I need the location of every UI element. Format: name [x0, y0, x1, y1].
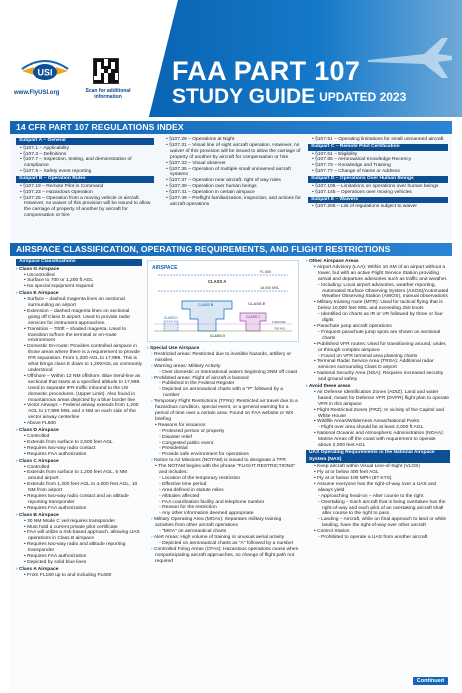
list-item: ◦ Depicted on aeronautical charts with a "P" followed by a number	[147, 387, 299, 399]
list-item: • The NOTAM begins with the phrase "FLIGHT RESTRICTIONS" and includes:	[147, 464, 299, 476]
list-item: • Victor Airways – Federal airway extends from 1,200 AGL to 17,999 MSL and 4 NM on each side of the vector airway centerline	[16, 403, 142, 421]
svg-text:1,200 AGL: 1,200 AGL	[272, 320, 287, 324]
section-heading: › Class B Airspace	[16, 513, 142, 519]
list-item: ◦ Presidential	[147, 446, 299, 452]
section-heading: › Class G Airspace	[16, 267, 142, 273]
list-item: › Temporary Flight Restrictions (TFRs): Restricted air travel due to a hazardous condition, special event, or a general warning for a period of time over a certain area. Found on FAA website or WX briefing	[147, 399, 299, 423]
list-item: ◦ Area defined in statute miles	[147, 488, 299, 494]
list-item: ◦ Prohibited to operate a UAS from another aircraft	[306, 535, 450, 541]
list-item: • Fly at or below 400 feet AGL	[306, 470, 450, 476]
list-item: • Must hold a current private pilot certificate	[16, 525, 142, 531]
list-item: • From FL180 up to and including FL600	[16, 573, 142, 579]
section-heading: › Class A Airspace	[16, 567, 142, 573]
list-item: • §107.9 – Safety event reporting	[16, 169, 154, 175]
svg-text:CLASS E: CLASS E	[248, 301, 266, 306]
list-item: • §107.29 – Operations at Night	[162, 137, 302, 143]
update-badge: UPDATED 2023	[319, 90, 407, 104]
list-item: ◦ Reason for the restriction	[147, 505, 299, 511]
subpart-heading: Subpart D – Operations Over Human Beings	[308, 176, 448, 183]
list-item: • Fly at or below 100 MPH (87 KTS)	[306, 476, 450, 482]
subpart-heading: Subpart A – General	[16, 138, 154, 145]
list-item: • §107.65 – Aeronautical Knowledge Recency	[308, 157, 448, 163]
list-item: • Reasons for issuance:	[147, 423, 299, 429]
list-item: • §107.31 – Visual line of sight aircraft operation. However, no waiver of this provision will be issued to allow the carriage of property of another by aircraft for compensation or hire	[162, 143, 302, 161]
section-heading: › Special Use Airspace	[147, 346, 299, 352]
list-item: • Domestic En-route: Provides controlled airspace in those areas where there is a requirement to provide IFR separation. From 1,200 AGL to 17,999. This is what brings class E down to 1,200AGL as commonly understood	[16, 344, 142, 374]
list-item: • §107.7 – Inspection, testing, and demonstration of compliance	[16, 157, 154, 169]
list-item: › Prohibited areas: Flight of aircraft is banned	[147, 376, 299, 382]
list-item: • §107.35 – Operation of multiple small unmanned aircraft systems	[162, 167, 302, 179]
list-item: ◦ Identified on charts as IR or VR followed by three or four digits	[306, 312, 450, 324]
airspace-diagram	[147, 260, 299, 342]
list-item: • §107.145 – Operations over moving vehicles	[308, 190, 448, 196]
list-item: • §107.19 – Remote Pilot in Command	[16, 184, 154, 190]
svg-text:CLASS G: CLASS G	[210, 334, 226, 338]
list-item: › Military Operating Area (MOAs): Separates military training activities from other aircraft operations	[147, 517, 299, 529]
list-item: • Requires FAA authorization	[16, 506, 142, 512]
list-item: • Transition – 700ft – shaded magenta. Used to transition to/from the terminal or en-route environment	[16, 327, 142, 345]
section-heading: › Avoid these areas	[306, 384, 450, 390]
continued-badge[interactable]: Continued	[413, 677, 448, 685]
list-item: • No special equipment required	[16, 284, 142, 290]
list-item: ◦ Overtaking – Each aircraft that is being overtaken has the right-of-way and each pilot of an overtaking aircraft shall alter course to the right to pass	[306, 500, 450, 518]
list-item: • §107.73 – Knowledge and Training	[308, 163, 448, 169]
section-heading: › Class E Airspace	[16, 291, 142, 297]
regs-column-1	[16, 137, 154, 219]
list-item: ◦ FAA coordination facility and telephone number	[147, 500, 299, 506]
list-item: • National Security Area (NSA): Requires increased security and ground safety	[306, 371, 450, 383]
list-item: ◦ "MOA" on aeronautical charts	[147, 529, 299, 535]
list-item: • Extends from 1,200 feet AGL to 4,000 feet AGL, 10 NM from airport	[16, 482, 142, 494]
qr-caption: Scan for additional information	[85, 88, 131, 100]
list-item: • 30 NM Mode C veil requires transponder	[16, 519, 142, 525]
list-item: • §107.77 – Change of Name or Address	[308, 169, 448, 175]
list-item: ◦ Over domestic or international waters beginning 3NM off coast	[147, 370, 299, 376]
list-item: ◦ Protected person or property	[147, 429, 299, 435]
list-item: ◦ Location of the temporary restriction	[147, 476, 299, 482]
list-item: • Requires FAA authorization	[16, 452, 142, 458]
list-item: • Keep aircraft within Visual Line-of-Sight (VLOS)	[306, 464, 450, 470]
regs-column-2	[162, 137, 302, 208]
list-item: › Restricted areas: Restricted due to invisible hazards, artillery or missiles	[147, 352, 299, 364]
svg-text:USI: USI	[37, 67, 53, 78]
section-heading: › Other Airspace Areas	[306, 259, 450, 265]
list-item: ◦ Disaster relief	[147, 435, 299, 441]
list-item: • Flight Restricted Zones (FRZ): In vicinity of the Capitol and White House	[306, 408, 450, 420]
list-item: • §107.3 – Definitions	[16, 152, 154, 158]
list-item: • Depicted by solid blue lines	[16, 560, 142, 566]
page-subtitle: STUDY GUIDE UPDATED 2023	[172, 85, 407, 108]
airspace-column-2	[147, 345, 299, 565]
list-item: • Published VFR routes: Used for transitioning around, under, or through complex airspace	[306, 342, 450, 354]
svg-text:700 AGL: 700 AGL	[274, 326, 286, 331]
subpart-heading: Subpart B – Operation Rules	[16, 176, 154, 183]
list-item: • Wildlife Areas/Wilderness Areas/National Parks	[306, 419, 450, 425]
list-item: • §107.49 – Preflight familiarization, inspection, and actions for aircraft operations	[162, 196, 302, 208]
usi-logo	[20, 55, 70, 85]
list-item: ◦ Frequent parachute jump spots are shown on sectional charts	[306, 330, 450, 342]
list-item: • Requires two-way radio contact and an altitude reporting transponder	[16, 494, 142, 506]
list-item: ◦ Approaching head-on – Alter course to the right	[306, 494, 450, 500]
list-item: ◦ Landing – Aircraft, while on final approach to land or while landing, have the right-of-way over other aircraft	[306, 517, 450, 529]
subpart-heading: UAS Operating Requirements in the National Airspace System (NAS)	[306, 450, 450, 463]
section-heading: › Class C Airspace	[16, 459, 142, 465]
list-item: • Extension – dashed magenta lines on sectional going off Class D airport. Used to provide radar services for instrument approaches.	[16, 309, 142, 327]
list-item: ◦ Including: Local airport advisories, weather reporting, Automated Surface Observing System (ASOS)/Automated Weather Observing Station (AWOS), manual observations	[306, 283, 450, 301]
list-item: • §107.25 – Operation from a moving vehicle or aircraft. However, no waiver of this provision will be issued to allow the carriage of property of another by aircraft for compensation or hire	[16, 196, 154, 220]
list-item: • Airport Advisory (LAA): Within 10 SM of an airport without a tower, but with an active Flight Service Station providing arrival and departure advisories such as traffic and weather.	[306, 265, 450, 283]
list-item: • Requires two-way radio contact	[16, 446, 142, 452]
list-item: • §107.23 – Hazardous Operation	[16, 190, 154, 196]
list-item: ◦ Flight over area should be at least 2,000 ft AGL	[306, 425, 450, 431]
list-item: • Air Defense Identification Zones (ADIZ): Land and water based, meant for Defense VFR (DVFR) flight plan to operate VFR in this airspace	[306, 390, 450, 408]
list-item: • FAA will utilize a risk-based approach, allowing UAS operations in Class B airspace	[16, 530, 142, 542]
list-item: • Controlled	[16, 465, 142, 471]
subpart-heading: Subpart C – Remote Pilot Certification	[308, 144, 448, 151]
list-item: • §107.1 – Applicability	[16, 146, 154, 152]
airspace-column-1	[16, 258, 142, 579]
subpart-heading: Airspace Classifications	[16, 259, 142, 266]
airspace-column-3	[306, 258, 450, 541]
regs-index-heading: 14 CFR PART 107 REGULATIONS INDEX	[10, 121, 452, 134]
list-item: • Requires FAA authorization	[16, 554, 142, 560]
list-item: • Extends from surface to 1,200 feet AGL, 5 NM around airport	[16, 470, 142, 482]
header	[0, 0, 462, 117]
list-item: ◦ Altitudes affected	[147, 494, 299, 500]
list-item: • Extends from surface to 2,500 feet AGL	[16, 440, 142, 446]
list-item: ◦ Provide safe environment for operations	[147, 452, 299, 458]
list-item: • §107.105 – Limitations on operations over human beings	[308, 184, 448, 190]
svg-text:CLASS A: CLASS A	[208, 279, 227, 284]
list-item: • Terminal Radar Service Area (TRSA): Additional radar services surrounding Class D airport	[306, 359, 450, 371]
list-item: • Controlled	[16, 434, 142, 440]
list-item: ◦ Effective time period	[147, 482, 299, 488]
list-item: • §107.39 – Operation over human beings	[162, 184, 302, 190]
list-item: ◦ Published in the Federal Register	[147, 381, 299, 387]
website-url[interactable]: www.FlyUSI.org	[14, 90, 60, 96]
list-item: • Uncontrolled	[16, 273, 142, 279]
svg-text:CLASS C: CLASS C	[246, 315, 261, 319]
list-item: › Notice to Air Missions (NOTAM) is issued to designate a TFR	[147, 458, 299, 464]
svg-text:CLASS D: CLASS D	[164, 316, 178, 320]
list-item: • National Oceanic and Atmospheric Administration (NOAA): Marine Areas off the coast with requirement to operate above 2,000 feet AGL	[306, 431, 450, 449]
list-item: • Surface to 700 or 1,200 ft AGL	[16, 278, 142, 284]
list-item: • Assume everyone has the right-of-way over a UAS and always yield	[306, 482, 450, 494]
list-item: › Alert Areas: High volume of training or unusual aerial activity	[147, 535, 299, 541]
subpart-heading: Subpart E – Waivers	[308, 197, 448, 204]
list-item: • Requires two-way radio and altitude reporting transponder	[16, 542, 142, 554]
list-item: › Warning areas: Military Activity	[147, 364, 299, 370]
list-item: • Offshore – Within 12 NM offshore. Blue trend-line as sectional that starts at a specified altitude to 17,999. Used to separate IFR traffic inbound to the US domestic procedures. (Upper Limit). Also found in mountainous areas depicted by a blue border line	[16, 374, 142, 404]
regs-column-3	[308, 137, 448, 210]
list-item: • §107.205 – List of regulations subject to waiver	[308, 204, 448, 210]
page-title: FAA PART 107	[172, 56, 361, 86]
section-heading: › Class D Airspace	[16, 428, 142, 434]
list-item: • §107.41 – Operation in certain airspace	[162, 190, 302, 196]
svg-text:18,000 MSL: 18,000 MSL	[260, 286, 280, 290]
list-item: • §107.33 – Visual observer	[162, 161, 302, 167]
airspace-heading: AIRSPACE CLASSIFICATION, OPERATING REQUIREMENTS, AND FLIGHT RESTRICTIONS	[10, 243, 452, 256]
list-item: • Above FL600	[16, 421, 142, 427]
qr-code[interactable]	[93, 58, 119, 84]
svg-text:AIRSPACE: AIRSPACE	[152, 265, 178, 271]
list-item: ◦ Congested public event	[147, 441, 299, 447]
list-item: ◦ Any other information deemed appropriate	[147, 511, 299, 517]
aircraft-icon	[364, 34, 456, 82]
list-item: ◦ Depicted on aeronautical charts as "A" followed by a number	[147, 541, 299, 547]
list-item: • Surface – dashed magenta lines on sectional surrounding an airport	[16, 297, 142, 309]
list-item: ◦ Found on VFR terminal area planning charts	[306, 354, 450, 360]
list-item: • §107.51 – Operating limitations for small unmanned aircraft	[308, 137, 448, 143]
list-item: • §107.61 – Eligibility	[308, 152, 448, 158]
svg-text:FL 600: FL 600	[260, 270, 272, 274]
list-item: • §107.37 – Operation near aircraft; right of way rules	[162, 178, 302, 184]
svg-text:CLASS B: CLASS B	[198, 303, 214, 307]
list-item: • Control Station	[306, 529, 450, 535]
list-item: › Controlled Firing Areas (CFAs): Hazardous operations cease when nonparticipating aircraft approaches, so change of flight path not required	[147, 547, 299, 565]
list-item: • Military training route (MTR): Used for tactical flying that is below 10,000 feet MSL and exceeding 250 knots	[306, 300, 450, 312]
list-item: • Parachute jump aircraft operations	[306, 324, 450, 330]
